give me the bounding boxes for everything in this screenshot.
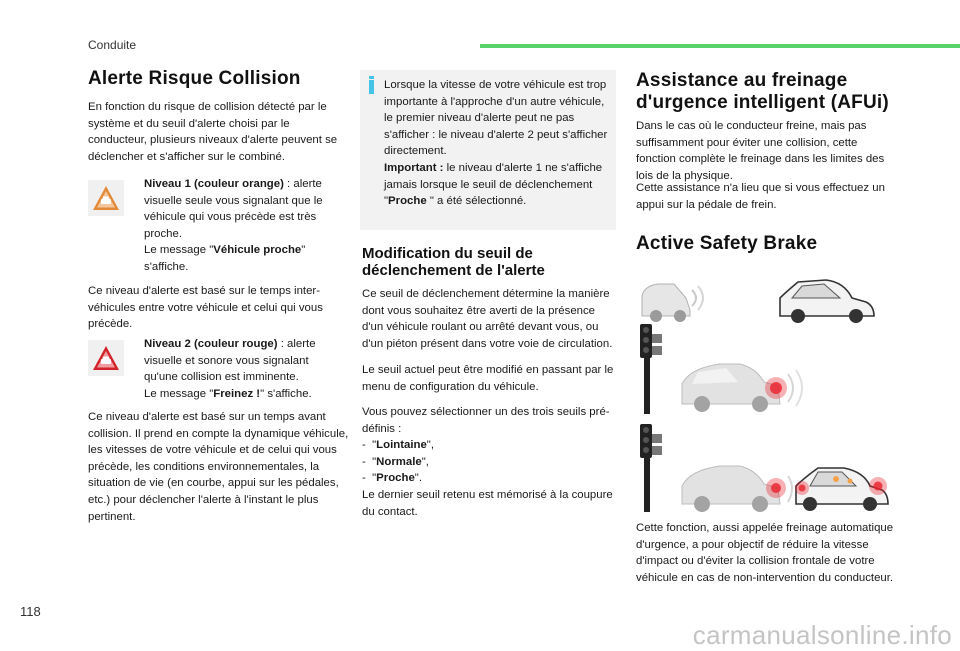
level2-text: Niveau 2 (couleur rouge) : alerte visuelle et sonore vous signalant qu'une collision est imminente. Le message "Freinez !" s'affiche. xyxy=(144,338,316,400)
section-label: Conduite xyxy=(88,38,137,52)
level1-note: Ce niveau d'alerte est basé sur le temps inter-véhicules entre votre véhicule et celui qui vous précède. xyxy=(88,285,323,331)
traffic-light-1 xyxy=(640,324,662,414)
intro-paragraph: En fonction du risque de collision détecté par le système et du seuil d'alerte choisi par le conducteur, plusieurs niveaux d'alerte peuvent se déclencher et s'afficher sur le combiné. xyxy=(88,101,338,163)
info-text: Lorsque la vitesse de votre véhicule est trop importante à l'approche d'un autre véhicule, le premier niveau d'alerte peut ne pas s'afficher : le niveau d'alerte 2 peut s'afficher directement. Important : le niveau d'alerte 1 ne s'affiche jamais lorsque le seuil de déclenchement "Proche " a été sélectionné. xyxy=(384,79,608,208)
scene1 xyxy=(642,280,874,323)
level1-text: Niveau 1 (couleur orange) : alerte visuelle seule vous signalant que le véhicule qui vous précède est très proche. Le message "Véhicule proche" s'affiche. xyxy=(144,178,323,273)
option-item: - "Lointaine", xyxy=(362,439,435,452)
asb-paragraph: Cette fonction, aussi appelée freinage automatique d'urgence, a pour objectif de réduire la vitesse d'impact ou d'éviter la collision frontale de votre véhicule en cas de non-intervention du conducteur. xyxy=(636,522,894,584)
afui-section xyxy=(636,70,906,114)
level1-heading: Niveau 1 (couleur orange) xyxy=(144,178,284,190)
level1-description: : alerte visuelle seule vous signalant que le véhicule qui vous précède est très proche. xyxy=(144,178,323,240)
section-accent-bar xyxy=(480,44,960,48)
page-title: Alerte Risque Collision xyxy=(88,68,301,89)
asb-title: Active Safety Brake xyxy=(636,233,818,254)
page-number: 118 xyxy=(20,604,41,619)
threshold-para4: Le dernier seuil retenu est mémorisé à la coupure du contact. xyxy=(362,488,613,518)
threshold-para2: Le seuil actuel peut être modifié en passant par le menu de configuration du véhicule. xyxy=(362,364,614,393)
info-icon xyxy=(369,76,374,79)
car-following-illustration xyxy=(630,272,900,512)
watermark: carmanualsonline.info xyxy=(692,620,952,650)
threshold-options-block xyxy=(362,404,618,520)
afui-para1: Dans le cas où le conducteur freine, mais pas suffisamment pour éviter une collision, cette fonction complète le freinage dans les limites des lois de la physique. xyxy=(636,120,885,182)
asb-section xyxy=(636,233,906,255)
threshold-para1: Ce seuil de déclenchement détermine la manière dont vous souhaitez être averti de la présence d'un véhicule roulant ou arrêté devant vous, ou d'un piéton présent dans votre voie de circulation. xyxy=(362,288,613,350)
traffic-light-2 xyxy=(640,424,662,512)
info-box xyxy=(360,70,616,230)
afui-para2: Cette assistance n'a lieu que si vous effectuez un appui sur la pédale de frein. xyxy=(636,182,885,211)
level2-heading: Niveau 2 (couleur rouge) xyxy=(144,338,278,350)
option-item: - "Normale", xyxy=(362,455,429,468)
threshold-title: Modification du seuil de déclenchement de l'alerte xyxy=(362,245,545,279)
level2-description: : alerte visuelle et sonore vous signalant qu'une collision est imminente. xyxy=(144,338,316,384)
threshold-section xyxy=(362,245,618,279)
threshold-para3: Vous pouvez sélectionner un des trois seuils pré-définis : xyxy=(362,406,610,435)
level1-message: Véhicule proche xyxy=(213,244,302,257)
level2-warning-icon xyxy=(88,340,124,376)
level2-note: Ce niveau d'alerte est basé sur un temps avant collision. Il prend en compte la dynamique véhicule, les vitesses de votre véhicule et de celui qui vous précède, les conditions environnementales, la situation de vie (en courbe, appui sur les pédales, etc.) pour déclencher l'alerte à l'instant le plus pertinent. xyxy=(88,411,349,523)
option-item: - "Proche". xyxy=(362,472,423,485)
scene2 xyxy=(682,364,802,412)
level1-warning-icon xyxy=(88,180,124,216)
afui-title: Assistance au freinage d'urgence intelligent (AFUi) xyxy=(636,70,889,113)
level2-message: Freinez ! xyxy=(213,387,261,400)
left-column xyxy=(88,68,348,90)
scene3 xyxy=(682,466,888,512)
important-label: Important : xyxy=(384,161,444,174)
